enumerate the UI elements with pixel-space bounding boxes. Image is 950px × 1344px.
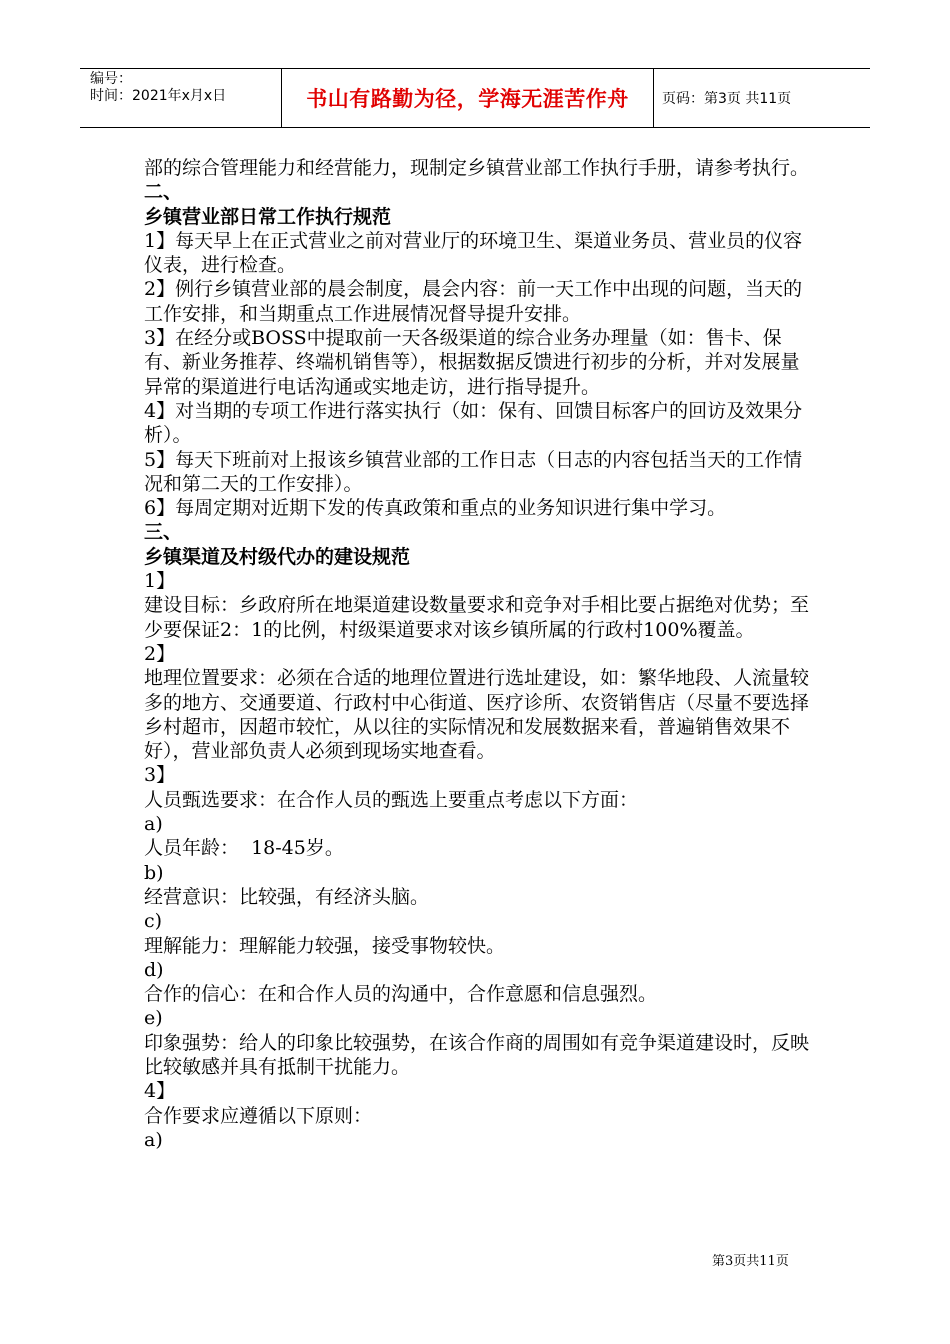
subsection-number: 1】 <box>144 570 176 593</box>
serial-label: 编号： <box>90 71 132 87</box>
list-item: 2】例行乡镇营业部的晨会制度，晨会内容：前一天工作中出现的问题，当天的工作安排，和当期重点工作进展情况督导提升安排。 <box>144 278 803 325</box>
section-number: 二、 <box>144 181 183 204</box>
paragraph: 地理位置要求：必须在合适的地理位置进行选址建设，如：繁华地段、人流量较多的地方、交通要道、行政村中心街道、医疗诊所、农资销售店（尽量不要选择乡村超市，因超市较忙，从以往的实际情况和发展数据来看，普遍销售效果不好），营业部负责人必须到现场实地查看。 <box>144 667 810 763</box>
subsection-number: 2】 <box>144 642 176 665</box>
sub-item-label: a) <box>144 813 163 836</box>
header-motto: 书山有路勤为径，学海无涯苦作舟 <box>282 69 654 127</box>
paragraph: 建设目标：乡政府所在地渠道建设数量要求和竞争对手相比要占据绝对优势；至少要保证2：1的比例，村级渠道要求对该乡镇所属的行政村100%覆盖。 <box>144 594 810 641</box>
subsection-number: 4】 <box>144 1080 176 1103</box>
header-meta <box>80 69 282 127</box>
time-text: 时间：2021年x月x日 <box>90 88 227 104</box>
header-page-info: 页码：第3页 共11页 <box>662 91 792 107</box>
page-footer: 第3页共11页 <box>712 1254 789 1269</box>
page-header <box>80 68 870 128</box>
sub-item-label: d) <box>144 958 164 981</box>
list-item: 1】每天早上在正式营业之前对营业厅的环境卫生、渠道业务员、营业员的仪容仪表，进行检查。 <box>144 229 803 277</box>
sub-item-label: c) <box>144 910 163 933</box>
paragraph: 理解能力：理解能力较强，接受事物较快。 <box>144 934 506 957</box>
paragraph: 印象强势：给人的印象比较强势，在该合作商的周围如有竞争渠道建设时，反映比较敏感并具有抵制干扰能力。 <box>144 1031 810 1078</box>
paragraph: 人员甄选要求：在合作人员的甄选上要重点考虑以下方面： <box>144 788 639 811</box>
section-number: 三、 <box>144 521 183 544</box>
list-item: 5】每天下班前对上报该乡镇营业部的工作日志（日志的内容包括当天的工作情况和第二天的工作安排）。 <box>144 448 803 495</box>
list-item: 3】在经分或BOSS中提取前一天各级渠道的综合业务办理量（如：售卡、保有、新业务推荐、终端机销售等），根据数据反馈进行初步的分析，并对发展量异常的渠道进行电话沟通或实地走访，进行指导提升。 <box>144 327 800 398</box>
sub-item-label: b) <box>144 861 164 884</box>
paragraph: 人员年龄： 18-45岁。 <box>144 837 344 860</box>
list-item: 6】每周定期对近期下发的传真政策和重点的业务知识进行集中学习。 <box>144 497 727 520</box>
document-body <box>144 156 814 1152</box>
subsection-number: 3】 <box>144 764 176 787</box>
section-title: 乡镇渠道及村级代办的建设规范 <box>144 545 411 568</box>
sub-item-label: a) <box>144 1128 163 1151</box>
paragraph: 经营意识：比较强，有经济头脑。 <box>144 885 430 908</box>
list-item: 4】对当期的专项工作进行落实执行（如：保有、回馈目标客户的回访及效果分析）。 <box>144 399 803 447</box>
sub-item-label: e) <box>144 1007 163 1030</box>
paragraph: 合作要求应遵循以下原则： <box>144 1104 373 1127</box>
paragraph: 部的综合管理能力和经营能力，现制定乡镇营业部工作执行手册，请参考执行。 <box>144 157 810 179</box>
paragraph: 合作的信心：在和合作人员的沟通中，合作意愿和信息强烈。 <box>144 983 658 1006</box>
section-title: 乡镇营业部日常工作执行规范 <box>144 205 392 228</box>
